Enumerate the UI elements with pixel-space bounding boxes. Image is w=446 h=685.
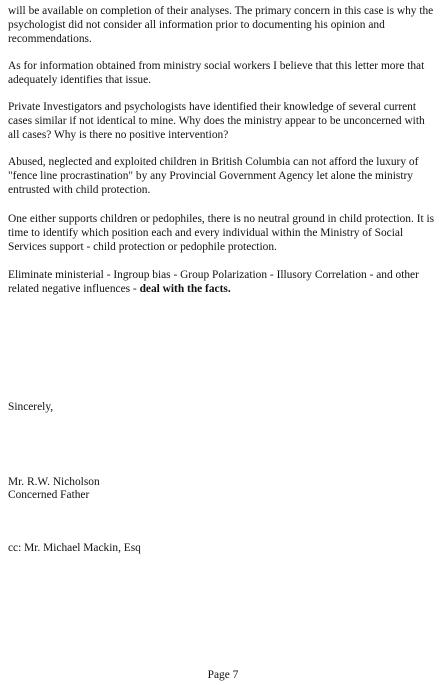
body-paragraph-1: will be available on completion of their analyses. The primary concern in this case is why the psychologist did not consider all information prior to documenting his opinion and recommendations.: [8, 5, 434, 45]
page-number: Page 7: [207, 669, 239, 681]
body-paragraph-6: [8, 268, 436, 296]
body-paragraph-4: Abused, neglected and exploited children in British Columbia can not afford the luxury of "fence line procrastination" by any Provincial Government Agency let alone the ministry entrusted with child protection.: [8, 156, 419, 196]
final-paragraph-text: Eliminate ministerial - Ingroup bias - Group Polarization - Illusory Correlation - and other related negative influences -: [8, 269, 419, 295]
body-paragraph-2: As for information obtained from ministry social workers I believe that this letter more that adequately identifies that issue.: [8, 60, 425, 86]
body-paragraph-3: Private Investigators and psychologists have identified their knowledge of several current cases similar if not identical to mine. Why does the ministry appear to be unconcerned with all cases? Why is there no positive intervention?: [8, 101, 425, 141]
cc-line: cc: Mr. Michael Mackin, Esq: [8, 542, 141, 554]
signer-title: Concerned Father: [8, 489, 90, 501]
signer-name: Mr. R.W. Nicholson: [8, 476, 100, 488]
closing: Sincerely,: [8, 401, 54, 413]
body-paragraph-5: One either supports children or pedophiles, there is no neutral ground in child protection. It is time to identify which position each and every individual within the Ministry of Social Services support - child protection or pedophile protection.: [8, 213, 435, 253]
final-paragraph-emphasis: deal with the facts.: [139, 283, 231, 295]
